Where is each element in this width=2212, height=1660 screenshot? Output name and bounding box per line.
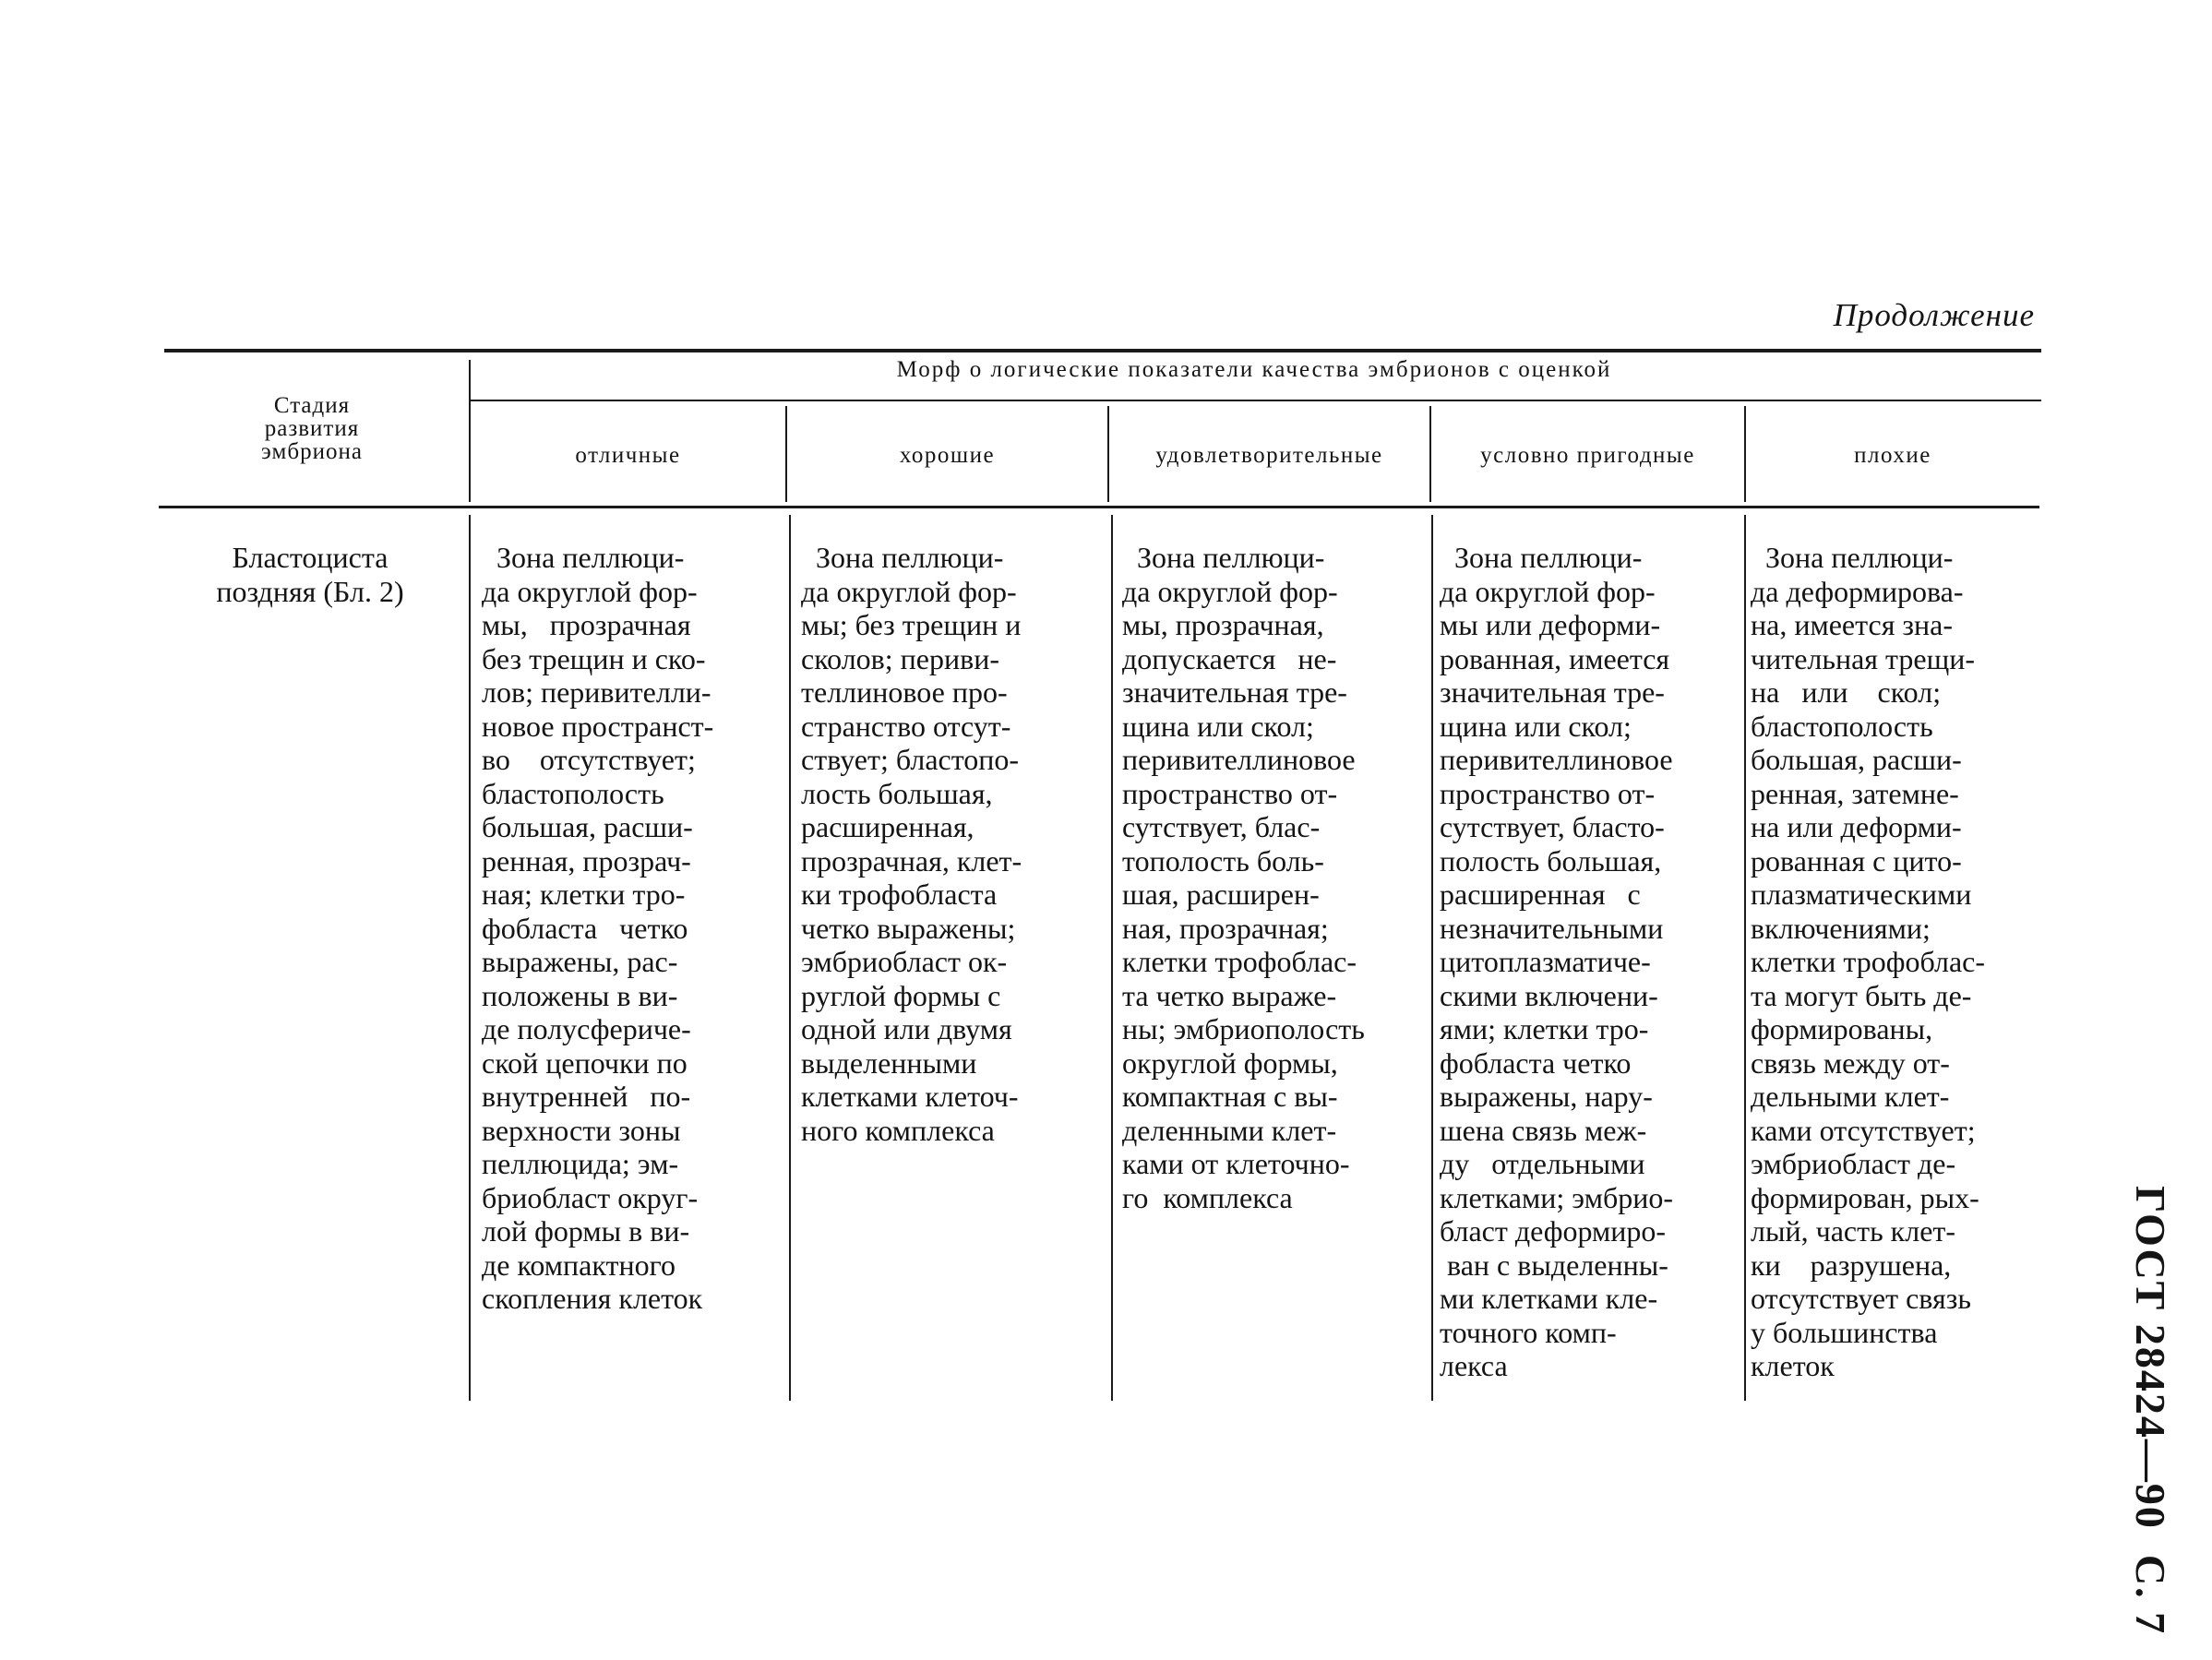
stage-header-line: эмбриона (261, 439, 363, 464)
stage-header-line: Стадия (273, 393, 351, 418)
column-header-satisfactory: удовлетворительные (1155, 443, 1383, 468)
body-divider-2 (1111, 515, 1113, 1401)
cell-poor: Зона пеллюци- да деформирова- на, имеется зна- чительная трещи- на или скол; бластополость большая, расши- ренная, затемне- на или деформи- рованная с цито- плазматическими включениями; клетки трофоблас- та могут быть де- формированы, связь между от- дельными клет- ками отсутствует; эмбриобласт де- формирован, рых- лый, часть клет- ки разрушена, отсутствует связь у большинства клеток (1751, 541, 1985, 1382)
stage-cell (153, 541, 467, 609)
table-top-rule (164, 349, 2041, 352)
stage-cell-line: поздняя (Бл. 2) (216, 575, 404, 608)
cell-good: Зона пеллюци- да округлой фор- мы; без трещин и сколов; периви- теллиновое про- странство отсут- ствует; бластопо- лость большая, расширенная, прозрачная, клет- ки трофобласта четко выражены; эмбриобласт ок- руглой формы с одной или двумя выделенными клетками клеточ- ного комплекса (801, 541, 1022, 1147)
body-divider-stage (469, 515, 471, 1401)
stage-header-line: развития (264, 416, 360, 441)
cell-excellent: Зона пеллюци- да округлой фор- мы, прозрачная без трещин и ско- лов; перивителли- новое пространст- во отсутствует; бластополость большая, расши- ренная, прозрач- ная; клетки тро- фобласта четко выражены, рас- положены в ви- де полусфериче- ской цепочки по внутренней по- верхности зоны пеллюцида; эм- бриобласт округ- лой формы в ви- де компактного скопления клеток (482, 541, 714, 1315)
continuation-label: Продолжение (1833, 297, 2035, 333)
cell-conditional: Зона пеллюци- да округлой фор- мы или деформи- рованная, имеется значительная тре- щина или скол; перивителлиновое пространство от- сутствует, бласто- полость большая, расширенная с незначительными цитоплазматиче- скими включени- ями; клетки тро- фобласта четко выражены, нару- шена связь меж- ду отдельными клетками; эмбрио- бласт деформиро- ван с выделенны- ми клетками кле- точного комп- лекса (1440, 541, 1673, 1382)
column-header-excellent: отличные (575, 443, 681, 468)
stage-cell-line: Бластоциста (232, 541, 389, 574)
stage-header (164, 394, 460, 463)
body-divider-4 (1744, 515, 1746, 1401)
body-divider-3 (1431, 515, 1433, 1401)
header-bottom-rule (159, 506, 2039, 508)
group-header: Морф о логические показатели качества эмбрионов с оценкой (896, 357, 1612, 382)
side-label (2127, 1186, 2181, 1636)
side-label-text: ГОСТ 28424—90 С. 7 (2127, 1186, 2174, 1636)
group-header-rule (469, 400, 2041, 401)
body-divider-1 (789, 515, 791, 1401)
column-header-poor: плохие (1854, 443, 1931, 468)
cell-satisfactory: Зона пеллюци- да округлой фор- мы, прозрачная, допускается не- значительная тре- щина или скол; перивителлиновое пространство от- сутствует, блас- тополость боль- шая, расширен- ная, прозрачная; клетки трофоблас- та четко выраже- ны; эмбриополость округлой формы, компактная с вы- деленными клет- ками от клеточно- го комплекса (1122, 541, 1365, 1214)
column-header-conditional: условно пригодные (1480, 443, 1695, 468)
column-header-good: хорошие (899, 443, 996, 468)
